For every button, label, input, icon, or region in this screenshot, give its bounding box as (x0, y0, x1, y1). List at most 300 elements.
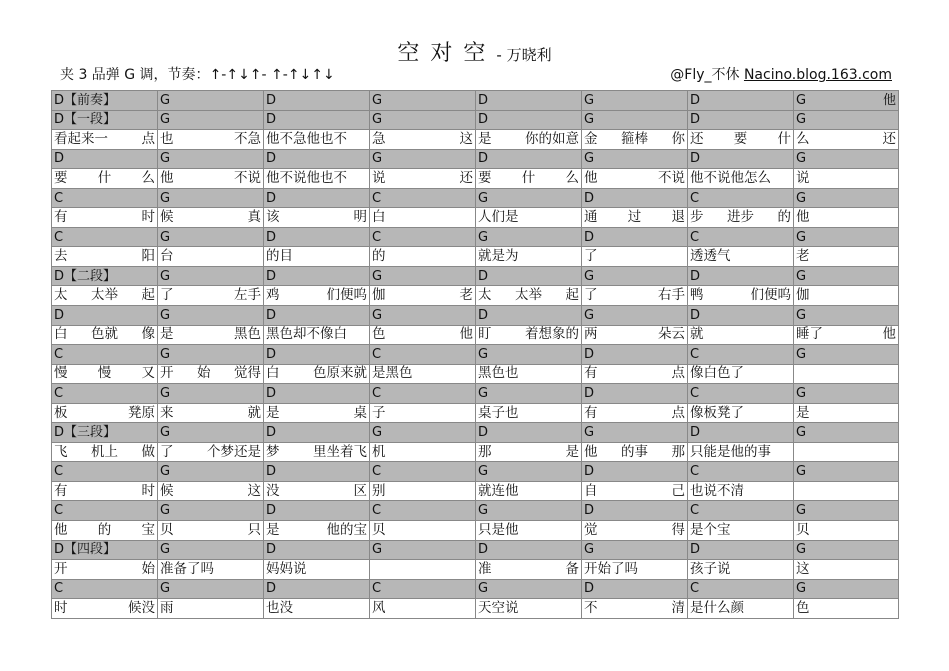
lyric-cell: 像白色了 (688, 364, 794, 384)
chord-cell: D (264, 423, 370, 443)
chord-cell: G (158, 266, 264, 286)
chord-cell: G (158, 540, 264, 560)
lyric-cell: 白 (370, 208, 476, 228)
lyric-cell (582, 130, 688, 150)
chord-cell: G (370, 423, 476, 443)
syllable: 们便呜 (326, 287, 367, 304)
chord-cell: D (688, 540, 794, 560)
chord-cell: C (688, 384, 794, 404)
chord-cell: D (476, 110, 582, 130)
syllable: 还 (459, 169, 473, 186)
syllable: 候没 (128, 599, 155, 616)
syllable: 要 (54, 169, 68, 186)
syllable: 宝 (141, 521, 155, 538)
syllable: 色原来就 (313, 365, 367, 382)
chord-cell: G (158, 462, 264, 482)
syllable: 么 (565, 169, 579, 186)
syllable: 自 (584, 482, 598, 499)
cell-text-spread (584, 405, 685, 422)
chord-row (52, 540, 899, 560)
lyric-cell (476, 325, 582, 345)
chord-cell: D (582, 501, 688, 521)
chord-row (52, 345, 899, 365)
lyric-cell (582, 325, 688, 345)
lyric-cell (52, 481, 158, 501)
lyric-cell: 台 (158, 247, 264, 267)
chord-row (52, 188, 899, 208)
chord-cell: G (794, 110, 899, 130)
chord-cell: C (370, 384, 476, 404)
syllable: 鸡 (266, 287, 280, 304)
syllable: 真 (247, 209, 261, 226)
chord-cell: G (158, 149, 264, 169)
syllable: 太举 (515, 287, 542, 304)
cell-text-spread (54, 561, 155, 578)
chord-cell: G (370, 266, 476, 286)
chord-cell: D (264, 345, 370, 365)
chord-cell: C (688, 227, 794, 247)
lyric-cell (264, 208, 370, 228)
chord-cell: D (264, 188, 370, 208)
syllable: G (796, 92, 807, 108)
lyric-cell (52, 403, 158, 423)
chord-sheet-body (52, 91, 899, 619)
chord-cell: C (370, 345, 476, 365)
syllable: 候 (160, 209, 174, 226)
syllable: 还 (882, 130, 896, 147)
syllable: 什 (777, 130, 791, 147)
cell-text-spread (160, 444, 261, 461)
syllable: 那 (671, 443, 685, 460)
lyric-cell: 贝 (794, 521, 899, 541)
cell-text-spread (160, 287, 261, 304)
cell-text-spread (266, 405, 367, 422)
syllable: 来 (160, 404, 174, 421)
cell-text-spread (584, 365, 685, 382)
lyric-cell: 老 (794, 247, 899, 267)
chord-cell: G (370, 91, 476, 111)
lyric-cell (264, 442, 370, 462)
syllable: 区 (353, 482, 367, 499)
chord-cell: C (52, 227, 158, 247)
chord-cell: D (582, 579, 688, 599)
lyric-cell: 雨 (158, 599, 264, 619)
syllable: 么 (796, 130, 810, 147)
syllable: 睡了 (796, 326, 823, 343)
chord-cell: C (370, 188, 476, 208)
syllable: 他 (54, 521, 68, 538)
chord-cell: G (794, 306, 899, 326)
chord-cell: G (476, 345, 582, 365)
chord-row (52, 462, 899, 482)
cell-text-spread (796, 92, 896, 109)
lyric-row (52, 286, 899, 306)
cell-text-spread (796, 131, 896, 148)
syllable: 点 (141, 130, 155, 147)
cell-text-spread (478, 326, 579, 343)
cell-text-spread (266, 365, 367, 382)
cell-text-spread (54, 600, 155, 617)
cell-text-spread (266, 522, 367, 539)
lyric-row (52, 169, 899, 189)
cell-text-spread (266, 483, 367, 500)
chord-cell: D (264, 266, 370, 286)
cell-text-spread (54, 287, 155, 304)
chord-cell: G (158, 579, 264, 599)
cell-text-spread (160, 209, 261, 226)
lyric-cell (52, 521, 158, 541)
syllable: 起 (141, 287, 155, 304)
lyric-cell: 也没 (264, 599, 370, 619)
chord-cell: C (688, 462, 794, 482)
syllable: 还 (690, 130, 704, 147)
chord-cell: G (158, 188, 264, 208)
cell-text-spread (372, 131, 473, 148)
syllable: 清 (671, 599, 685, 616)
syllable: 他 (882, 92, 896, 108)
lyric-cell (158, 286, 264, 306)
chord-cell: D【四段】 (52, 540, 158, 560)
syllable: 的 (97, 521, 112, 538)
syllable: 他 (584, 443, 598, 460)
lyric-cell (476, 286, 582, 306)
cell-text-spread (54, 444, 155, 461)
cell-text-spread (690, 131, 791, 148)
lyric-cell: 孩子说 (688, 560, 794, 580)
lyric-cell: 只能是他的事 (688, 442, 794, 462)
chord-cell: C (688, 501, 794, 521)
chord-cell: G (158, 227, 264, 247)
syllable: 进步 (727, 209, 754, 226)
cell-text-spread (54, 131, 155, 148)
lyric-cell: 贝 (370, 521, 476, 541)
chord-cell: G (370, 149, 476, 169)
syllable: 着想象的 (525, 326, 579, 343)
syllable: 急 (372, 130, 386, 147)
syllable: 盯 (478, 326, 492, 343)
chord-cell: C (52, 462, 158, 482)
syllable: 时 (141, 482, 155, 499)
chord-cell: D (476, 306, 582, 326)
lyric-row (52, 208, 899, 228)
syllable: 了 (160, 287, 174, 304)
syllable: 左手 (234, 287, 261, 304)
chord-cell: C (52, 579, 158, 599)
lyric-cell (158, 403, 264, 423)
lyric-cell: 像板凳了 (688, 403, 794, 423)
chord-cell: C (52, 501, 158, 521)
lyric-row (52, 599, 899, 619)
syllable: 要 (733, 130, 748, 147)
lyric-cell (582, 599, 688, 619)
lyric-cell (52, 364, 158, 384)
cell-text-spread (584, 522, 685, 539)
lyric-row (52, 560, 899, 580)
syllable: 什 (521, 169, 536, 186)
syllable: 始 (197, 365, 211, 382)
lyric-cell: 了 (582, 247, 688, 267)
chord-cell: G (476, 188, 582, 208)
chord-cell: D (264, 579, 370, 599)
lyric-row (52, 247, 899, 267)
chord-cell (794, 91, 899, 111)
lyric-cell (158, 208, 264, 228)
lyric-cell (688, 130, 794, 150)
chord-cell: G (158, 306, 264, 326)
lyric-cell: 黑色却不像白 (264, 325, 370, 345)
lyric-cell (476, 560, 582, 580)
lyric-cell: 他不急他也不 (264, 130, 370, 150)
lyric-cell: 妈妈说 (264, 560, 370, 580)
lyric-cell (582, 521, 688, 541)
syllable: 是 (160, 326, 174, 343)
cell-text-spread (160, 365, 261, 382)
chord-cell: C (370, 462, 476, 482)
chord-row (52, 501, 899, 521)
cell-text-spread (796, 326, 896, 343)
chord-cell: G (158, 423, 264, 443)
chord-cell: G (794, 149, 899, 169)
chord-cell: G (794, 188, 899, 208)
capo-rhythm-line (60, 64, 335, 84)
chord-cell: G (794, 462, 899, 482)
lyric-row (52, 325, 899, 345)
chord-cell: D (582, 462, 688, 482)
rhythm-pattern: ↑-↑↓↑- ↑-↑↓↑↓ (209, 67, 335, 83)
cell-text-spread (478, 287, 579, 304)
lyric-cell (582, 403, 688, 423)
lyric-cell (158, 364, 264, 384)
chord-cell: G (794, 501, 899, 521)
lyric-cell: 是什么颜 (688, 599, 794, 619)
chord-cell: G (794, 345, 899, 365)
chord-cell: D (264, 227, 370, 247)
syllable: 有 (584, 404, 598, 421)
lyric-row (52, 403, 899, 423)
syllable: 这 (459, 130, 473, 147)
song-title (0, 36, 949, 67)
syllable: 准 (478, 560, 492, 577)
lyric-cell (582, 481, 688, 501)
lyric-cell (476, 442, 582, 462)
syllable: 个梦还是 (207, 443, 261, 460)
syllable: 太 (54, 287, 68, 304)
syllable: 说 (372, 169, 386, 186)
syllable: 是 (565, 443, 579, 460)
syllable: 么 (141, 169, 155, 186)
lyric-cell (370, 560, 476, 580)
syllable: 就 (247, 404, 261, 421)
syllable: 慢 (97, 365, 112, 382)
cell-text-spread (160, 326, 261, 343)
lyric-cell (794, 364, 899, 384)
syllable: 伽 (372, 287, 386, 304)
syllable: 要 (478, 169, 492, 186)
lyric-cell (476, 169, 582, 189)
chord-cell: G (582, 91, 688, 111)
lyric-cell (264, 481, 370, 501)
lyric-cell (158, 481, 264, 501)
lyric-cell: 也说不清 (688, 481, 794, 501)
lyric-cell (582, 169, 688, 189)
lyric-cell: 黑色也 (476, 364, 582, 384)
artist-name: - 万晓利 (496, 46, 552, 64)
cell-text-spread (478, 444, 579, 461)
syllable: 了 (584, 287, 598, 304)
syllable: 开 (160, 365, 174, 382)
chord-cell: G (476, 579, 582, 599)
syllable: 不急 (234, 130, 261, 147)
credit-blog-link[interactable]: Nacino.blog.163.com (743, 67, 892, 83)
chord-cell: G (158, 110, 264, 130)
syllable: 看起来一 (54, 130, 108, 147)
cell-text-spread (266, 444, 367, 461)
syllable: 们便呜 (750, 287, 791, 304)
chord-cell: D (476, 540, 582, 560)
lyric-cell (582, 208, 688, 228)
syllable: 不说 (234, 169, 261, 186)
chord-cell: G (794, 540, 899, 560)
cell-text-spread (160, 170, 261, 187)
chord-row (52, 110, 899, 130)
syllable: 贝 (160, 521, 174, 538)
chord-cell: C (688, 345, 794, 365)
chord-cell: D (688, 110, 794, 130)
lyric-cell: 桌子也 (476, 403, 582, 423)
chord-cell: D (52, 306, 158, 326)
chord-cell: C (370, 501, 476, 521)
lyric-cell (582, 442, 688, 462)
syllable: 阳 (141, 248, 155, 265)
chord-row (52, 266, 899, 286)
lyric-cell (52, 325, 158, 345)
lyric-row (52, 481, 899, 501)
chord-cell: G (370, 110, 476, 130)
chord-row (52, 227, 899, 247)
cell-text-spread (54, 522, 155, 539)
syllable: 什 (97, 169, 112, 186)
lyric-row (52, 442, 899, 462)
lyric-cell: 色 (794, 599, 899, 619)
lyric-cell (688, 286, 794, 306)
chord-cell: D (476, 266, 582, 286)
syllable: 做 (141, 443, 155, 460)
syllable: 该 (266, 209, 280, 226)
lyric-cell (52, 599, 158, 619)
syllable: 鸭 (690, 287, 704, 304)
lyric-cell: 别 (370, 481, 476, 501)
lyric-cell (158, 325, 264, 345)
chord-cell: G (582, 266, 688, 286)
chord-cell: G (158, 91, 264, 111)
syllable: 桌 (353, 404, 367, 421)
chord-row (52, 579, 899, 599)
syllable: 的 (777, 209, 791, 226)
lyric-cell: 透透气 (688, 247, 794, 267)
chord-cell: D (264, 306, 370, 326)
lyric-cell (688, 208, 794, 228)
syllable: 慢 (54, 365, 68, 382)
syllable: 色就 (91, 326, 118, 343)
syllable: 像 (141, 326, 155, 343)
syllable: 太举 (91, 287, 118, 304)
chord-cell: D (264, 91, 370, 111)
cell-text-spread (584, 131, 685, 148)
cell-text-spread (160, 405, 261, 422)
chord-row (52, 306, 899, 326)
cell-text-spread (690, 287, 791, 304)
syllable: 白 (266, 365, 280, 382)
syllable: 的事 (621, 443, 648, 460)
capo-text: 夹 3 品弹 G 调，节奏： (60, 67, 210, 83)
title-text: 空 对 空 (397, 41, 488, 66)
chord-cell: G (476, 384, 582, 404)
chord-row (52, 149, 899, 169)
cell-text-spread (54, 209, 155, 226)
lyric-cell: 说 (794, 169, 899, 189)
lyric-cell: 他不说他怎么 (688, 169, 794, 189)
lyric-cell (52, 286, 158, 306)
lyric-cell: 他不说他也不 (264, 169, 370, 189)
chord-cell: D (264, 110, 370, 130)
chord-cell: D (264, 501, 370, 521)
syllable: 你 (671, 130, 685, 147)
chord-cell: D (688, 149, 794, 169)
syllable: 了 (160, 443, 174, 460)
lyric-cell: 的目 (264, 247, 370, 267)
syllable: 他 (882, 326, 896, 343)
cell-text-spread (54, 326, 155, 343)
chord-cell: D (688, 306, 794, 326)
lyric-cell: 开始了吗 (582, 560, 688, 580)
cell-text-spread (690, 209, 791, 226)
syllable: 只 (247, 521, 261, 538)
chord-cell: G (476, 462, 582, 482)
syllable: 太 (478, 287, 492, 304)
lyric-cell (52, 130, 158, 150)
chord-cell: D (688, 423, 794, 443)
syllable: 候 (160, 482, 174, 499)
syllable: 又 (141, 365, 155, 382)
syllable: 不说 (658, 169, 685, 186)
syllable: 里坐着飞 (313, 443, 367, 460)
cell-text-spread (372, 326, 473, 343)
syllable: 有 (584, 365, 598, 382)
lyric-cell: 机 (370, 442, 476, 462)
chord-cell: D (582, 384, 688, 404)
chord-cell: D (264, 540, 370, 560)
lyric-cell (264, 403, 370, 423)
lyric-cell: 天空说 (476, 599, 582, 619)
lyric-cell: 是黑色 (370, 364, 476, 384)
lyric-cell (794, 325, 899, 345)
lyric-cell (264, 364, 370, 384)
chord-cell: D (264, 149, 370, 169)
lyric-cell (476, 130, 582, 150)
syllable: 退 (671, 209, 685, 226)
syllable: 是 (478, 130, 492, 147)
cell-text-spread (54, 248, 155, 265)
lyric-cell (158, 521, 264, 541)
syllable: 通 (584, 209, 598, 226)
syllable: 这 (247, 482, 261, 499)
chord-cell: D (476, 149, 582, 169)
chord-cell: D【一段】 (52, 110, 158, 130)
syllable: 明 (353, 209, 367, 226)
chord-row (52, 384, 899, 404)
syllable: 色 (372, 326, 386, 343)
syllable: 己 (671, 482, 685, 499)
